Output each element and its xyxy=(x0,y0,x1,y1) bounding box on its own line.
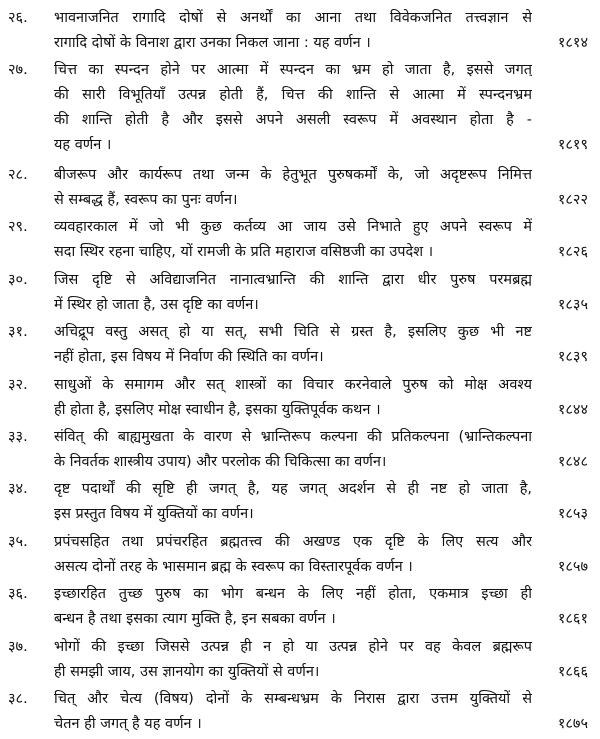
toc-entry-29 xyxy=(8,215,592,267)
toc-entry-37 xyxy=(8,635,592,687)
entry-text-line: भावनाजनित रागादि दोषों से अनर्थों का आना तथा विवेकजनित तत्त्वज्ञान से xyxy=(54,10,532,26)
entry-number: ३०. xyxy=(8,271,28,288)
entry-text-line: बन्धन है तथा इसका त्याग मुक्ति है, इन सबका वर्णन । xyxy=(54,611,336,628)
entry-text-line: रागादि दोषों के विनाश द्वारा उनका निकल जाना : यह वर्णन । xyxy=(54,35,371,51)
toc-entry-31 xyxy=(8,320,592,372)
page-number: १८२२ xyxy=(557,191,588,208)
entry-number: ३१. xyxy=(8,324,28,341)
entry-text-line: ही समझी जाय, उस ज्ञानयोग का युक्तियों से वर्णन। xyxy=(54,663,320,680)
toc-entry-27 xyxy=(8,58,592,163)
entry-number: २९. xyxy=(8,219,28,236)
page-number: १८१९ xyxy=(557,137,588,154)
entry-number: २७. xyxy=(8,62,28,79)
entry-text-line: ही होता है, इसलिए मोक्ष स्वाधीन है, इसका युक्तिपूर्वक कथन । xyxy=(54,401,381,418)
entry-text-line: व्यवहारकाल में जो भी कुछ कर्तव्य आ जाय उसे निभाते हुए अपने स्वरूप में xyxy=(54,219,532,236)
entry-text-line: चेतन ही जगत् है यह वर्णन । xyxy=(54,715,202,732)
entry-text-line: चित् और चेत्य (विषय) दोनों के सम्बन्धभ्रम के निरास द्वारा उत्तम युक्तियों से xyxy=(54,690,532,707)
entry-text-line: की सारी विभूतियाँ उत्पन्न होती हैं, चित्त की शान्ति से आत्मा में स्पन्दनभ्रम xyxy=(54,87,532,104)
entry-text-line: से सम्बद्ध हैं, स्वरूप का पुनः वर्णन। xyxy=(54,191,238,208)
page-number: १८३९ xyxy=(557,349,588,366)
entry-text-line: अचिद्रूप वस्तु असत् हो या सत्, सभी चिति से ग्रस्त है, इसलिए कुछ भी नष्ट xyxy=(54,324,532,341)
entry-text-line: सदा स्थिर रहना चाहिए, यों रामजी के प्रति महाराज वसिष्ठजी का उपदेश । xyxy=(54,244,434,261)
page-number: १८३५ xyxy=(557,296,588,313)
entry-text-line: चित्त का स्पन्दन होने पर आत्मा में स्पन्दन का भ्रम हो जाता है, इससे जगत् xyxy=(54,62,532,79)
page-number: १८५३ xyxy=(557,506,588,523)
entry-number: ३३. xyxy=(8,428,28,445)
entry-text-line: की शान्ति होती है और इससे अपने असली स्वरूप में अवस्थान होता है - xyxy=(54,112,532,129)
entry-text-line: साधुओं के समागम और सत् शास्त्रों का विचार करनेवाले पुरुष को मोक्ष अवश्य xyxy=(54,376,532,393)
entry-number: ३२. xyxy=(8,376,28,393)
toc-entry-36 xyxy=(8,582,592,634)
entry-text-line: यह वर्णन । xyxy=(54,137,112,154)
entry-number: २६. xyxy=(8,10,28,26)
entry-text-line: दृष्ट पदार्थों की सृष्टि ही जगत् है, यह जगत् अदर्शन से ही नष्ट हो जाता है, xyxy=(54,481,532,498)
toc-entry-35 xyxy=(8,530,592,582)
page-number: १८२६ xyxy=(557,244,588,261)
toc-entry-28 xyxy=(8,163,592,215)
entry-text-line: भोगों की इच्छा जिससे उत्पन्न ही न हो या उत्पन्न होने पर वह केवल ब्रह्मरूप xyxy=(54,638,532,655)
page-number: १८७५ xyxy=(557,715,588,732)
entry-text-line: जिस दृष्टि से अविद्याजनित नानात्वभ्रान्ति की शान्ति द्वारा धीर पुरुष परमब्रह्म xyxy=(54,271,532,288)
toc-entry-26 xyxy=(8,6,592,58)
page-number: १८१४ xyxy=(557,35,588,51)
entry-number: ३४. xyxy=(8,481,28,498)
entry-number: ३७. xyxy=(8,638,28,655)
entry-text-line: इस प्रस्तुत विषय में युक्तियों का वर्णन। xyxy=(54,506,254,523)
toc-entry-34 xyxy=(8,477,592,529)
entry-text-line: इच्छारहित तुच्छ पुरुष का भोग बन्धन के लिए नहीं होता, एकमात्र इच्छा ही xyxy=(54,586,532,603)
page-number: १८४८ xyxy=(557,453,588,470)
toc-entry-33 xyxy=(8,425,592,477)
toc-entry-30 xyxy=(8,268,592,320)
entry-number: ३६. xyxy=(8,586,28,603)
entry-text-line: नहीं होता, इस विषय में निर्वाण की स्थिति का वर्णन। xyxy=(54,349,324,366)
toc-entry-38 xyxy=(8,687,592,739)
entry-text-line: बीजरूप और कार्यरूप तथा जन्म के हेतुभूत पुरुषकर्मों के, जो अदृष्टरूप निमित्त xyxy=(54,166,532,183)
entry-number: २८. xyxy=(8,166,28,183)
page-number: १८६१ xyxy=(557,611,588,628)
entry-text-line: प्रपंचसहित तथा प्रपंचरहित ब्रह्मतत्त्व की अखण्ड एक दृष्टि के लिए सत्य और xyxy=(54,533,532,550)
page-number: १८५७ xyxy=(557,558,588,575)
table-of-contents xyxy=(8,6,592,739)
entry-text-line: संवित् की बाह्यमुखता के वारण से भ्रान्तिरूप कल्पना की प्रतिकल्पना (भ्रान्तिकल्पना xyxy=(54,428,532,445)
page-number: १८६६ xyxy=(557,663,588,680)
entry-number: ३८. xyxy=(8,690,28,707)
entry-number: ३५. xyxy=(8,533,28,550)
entry-text-line: असत्य दोनों तरह के भासमान ब्रह्म के स्वरूप का विस्तारपूर्वक वर्णन । xyxy=(54,558,413,575)
toc-entry-32 xyxy=(8,373,592,425)
entry-text-line: के निवर्तक शास्त्रीय उपाय) और परलोक की चिकित्सा का वर्णन। xyxy=(54,453,387,470)
page-number: १८४४ xyxy=(557,401,588,418)
entry-text-line: में स्थिर हो जाता है, उस दृष्टि का वर्णन। xyxy=(54,296,259,313)
